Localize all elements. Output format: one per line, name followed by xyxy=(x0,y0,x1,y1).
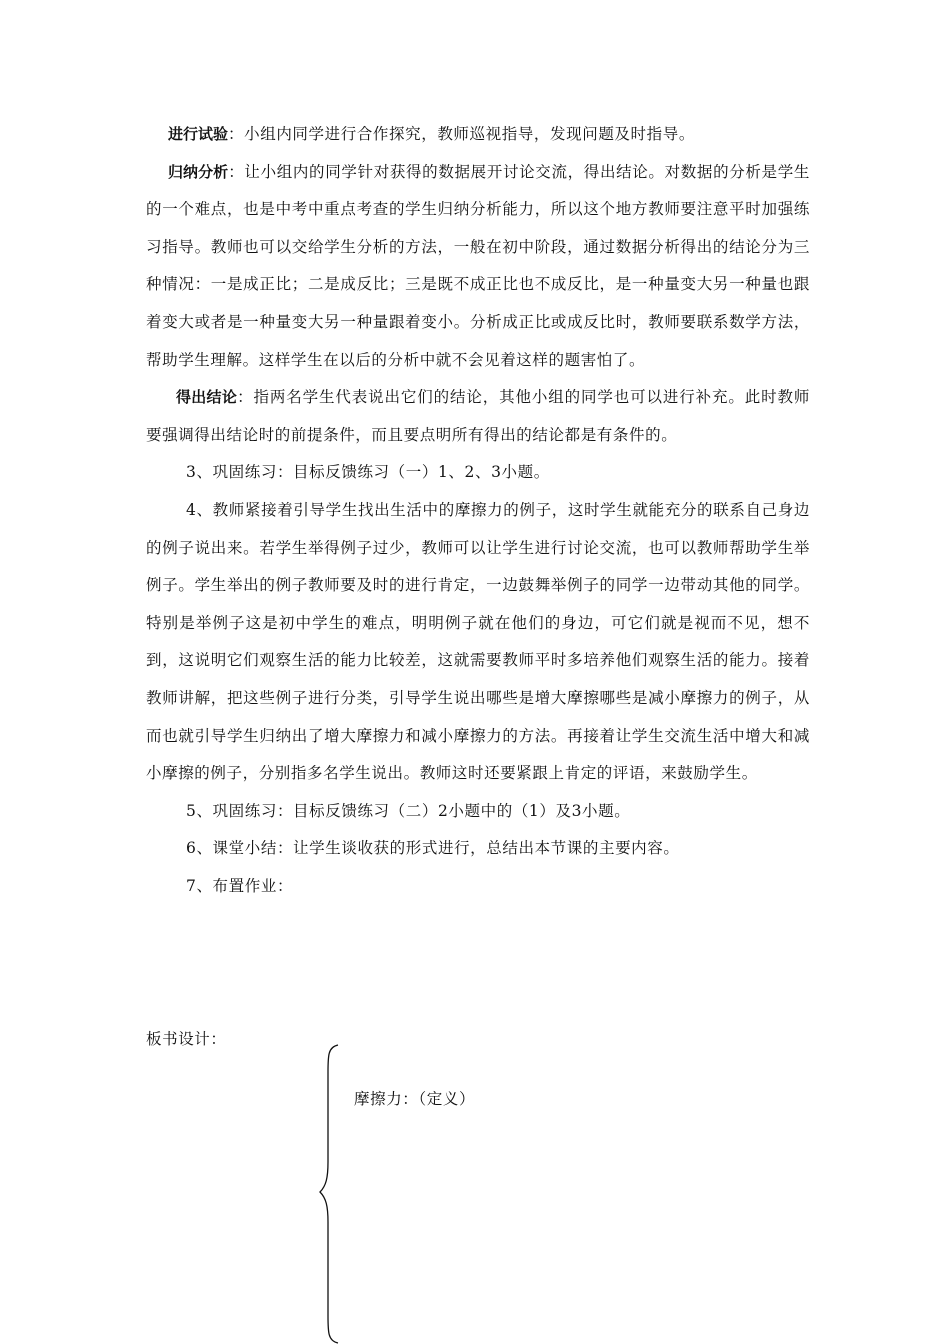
conclusion-paragraph xyxy=(146,379,810,454)
analysis-text: ：让小组内的同学针对获得的数据展开讨论交流，得出结论。对数据的分析是学生的一个难点，也是中考中重点考查的学生归纳分析能力，所以这个地方教师要注意平时加强练习指导。教师也可以交给学生分析的方法，一般在初中阶段，通过数据分析得出的结论分为三种情况：一是成正比；二是成反比；三是既不成正比也不成反比，是一种量变大另一种量也跟着变大或者是一种量变大另一种量跟着变小。分析成正比或成反比时，教师要联系数学方法，帮助学生理解。这样学生在以后的分析中就不会见着这样的题害怕了。 xyxy=(146,162,810,369)
experiment-paragraph xyxy=(146,116,810,154)
analysis-paragraph xyxy=(146,154,810,380)
experiment-label: 进行试验 xyxy=(168,125,229,143)
step-3-paragraph: 3、巩固练习：目标反馈练习（一）1、2、3小题。 xyxy=(186,463,550,482)
curly-brace-icon xyxy=(316,1044,344,1344)
analysis-label: 归纳分析 xyxy=(168,162,229,181)
step-4-paragraph: 4、教师紧接着引导学生找出生活中的摩擦力的例子，这时学生就能充分的联系自己身边的例子说出来。若学生举得例子过少，教师可以让学生进行讨论交流，也可以教师帮助学生举例子。学生举出的例子教师要及时的进行肯定，一边鼓舞举例子的同学一边带动其他的同学。特别是举例子这是初中学生的难点，明明例子就在他们的身边，可它们就是视而不见，想不到，这说明它们观察生活的能力比较差，这就需要教师平时多培养他们观察生活的能力。接着教师讲解，把这些例子进行分类，引导学生说出哪些是增大摩擦哪些是减小摩擦力的例子，从而也就引导学生归纳出了增大摩擦力和减小摩擦力的方法。再接着让学生交流生活中增大和减小摩擦的例子，分别指多名学生说出。教师这时还要紧跟上肯定的评语，来鼓励学生。 xyxy=(146,500,810,783)
lesson-body xyxy=(146,116,810,905)
step-6-paragraph: 6、课堂小结：让学生谈收获的形式进行，总结出本节课的主要内容。 xyxy=(186,839,680,858)
board-friction-definition: 摩擦力：（定义） xyxy=(354,1090,476,1108)
conclusion-text: ：指两名学生代表说出它们的结论，其他小组的同学也可以进行补充。此时教师要强调得出结论时的前提条件，而且要点明所有得出的结论都是有条件的。 xyxy=(146,388,810,444)
board-design-label: 板书设计： xyxy=(146,1030,227,1048)
experiment-text: ：小组内同学进行合作探究，教师巡视指导，发现问题及时指导。 xyxy=(228,125,695,143)
conclusion-label: 得出结论 xyxy=(176,388,238,407)
step-5-paragraph: 5、巩固练习：目标反馈练习（二）2小题中的（1）及3小题。 xyxy=(186,801,631,820)
step-7-paragraph: 7、布置作业： xyxy=(186,876,294,895)
